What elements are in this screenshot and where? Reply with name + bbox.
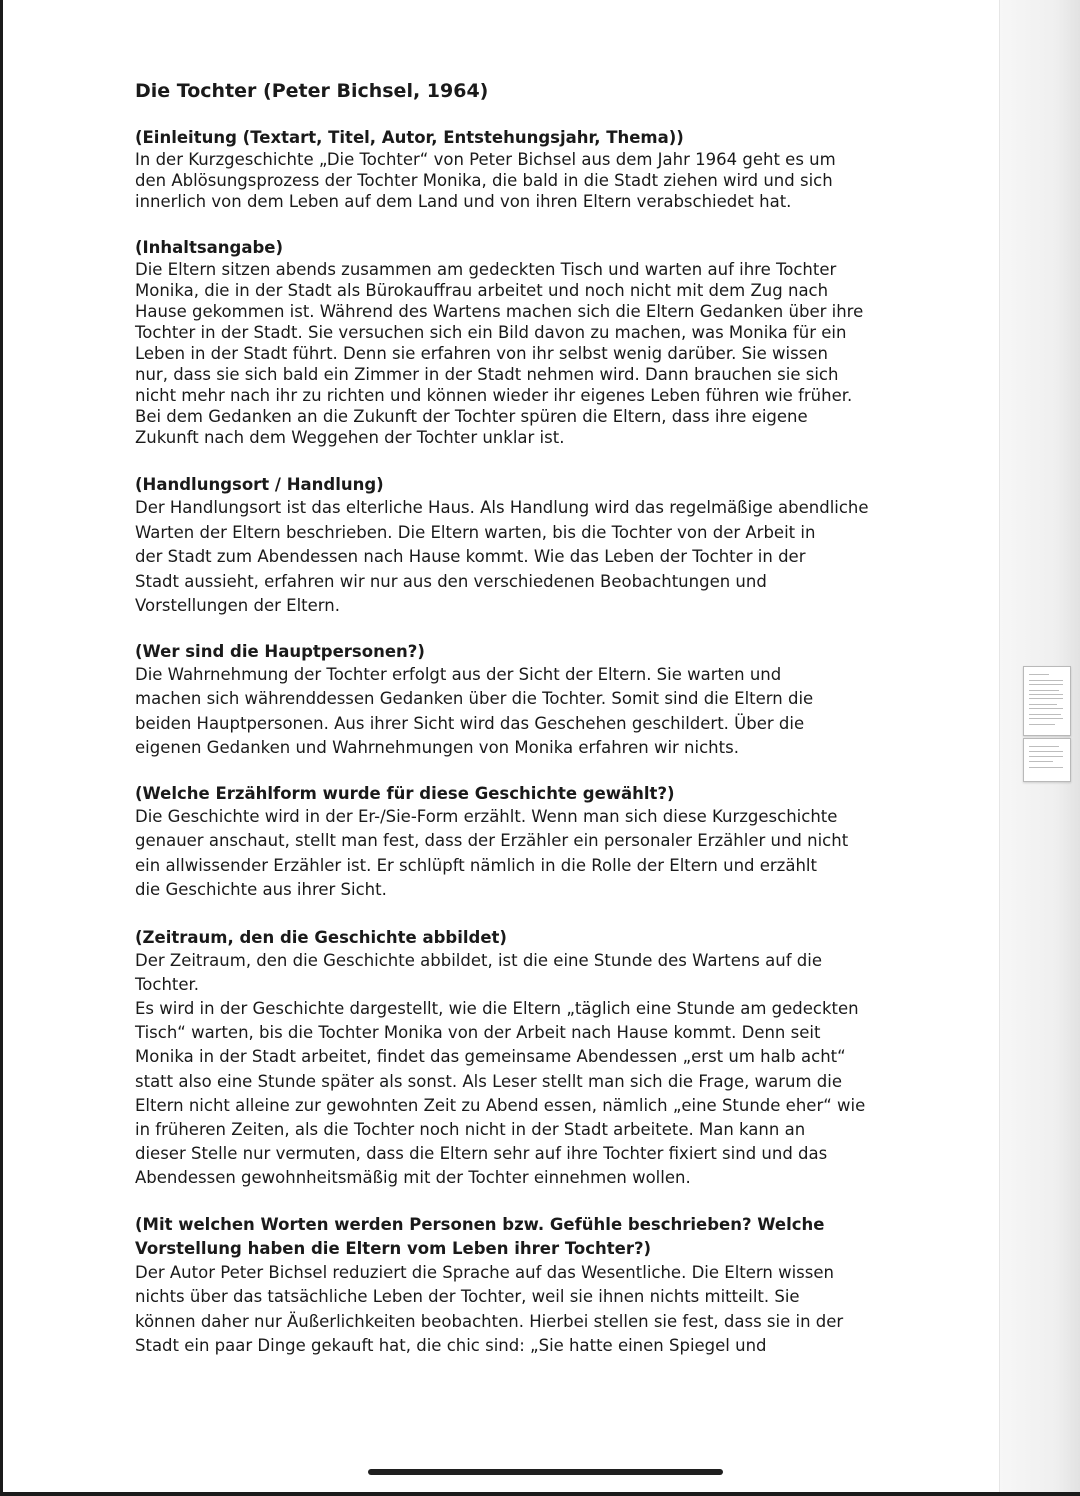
section-text: Der Handlungsort ist das elterliche Haus. Als Handlung wird das regelmäßige abendliche Warten der Eltern beschrieben. Die Eltern warten, bis die Tochter von der Arbeit in der Stadt zum Abendessen nach Hause kommt. Wie das Leben der Tochter in der Stadt aussieht, erfahren wir nur aus den verschiedenen Beobachtungen und Vorstellungen der Eltern. xyxy=(135,498,869,615)
section-setting xyxy=(135,474,965,619)
thumbnail-line xyxy=(1029,704,1057,705)
section-narrative-form xyxy=(135,783,965,903)
home-indicator[interactable] xyxy=(368,1469,723,1475)
thumbnail-line xyxy=(1029,694,1063,695)
thumbnail-line xyxy=(1029,746,1059,747)
section-text: Der Autor Peter Bichsel reduziert die Sprache auf das Wesentliche. Die Eltern wissen nichts über das tatsächliche Leben der Tochter, weil sie ihnen nichts mitteilt. Sie können daher nur Äußerlichkeiten beobachten. Hierbei stellen sie fest, dass sie in der Stadt ein paar Dinge gekauft hat, die chic sind: „Sie hatte einen Spiegel und xyxy=(135,1262,844,1356)
section-language xyxy=(135,1213,965,1359)
page-thumbnail-2[interactable] xyxy=(1023,738,1071,782)
section-heading: (Wer sind die Hauptpersonen?) xyxy=(135,641,425,661)
section-text: Die Geschichte wird in der Er-/Sie-Form erzählt. Wenn man sich diese Kurzgeschichte genauer anschaut, stellt man fest, dass der Erzähler ein personaler Erzähler und nicht ein allwissender Erzähler ist. Er schlüpft nämlich in die Rolle der Eltern und erzählt die Geschichte aus ihrer Sicht. xyxy=(135,806,849,899)
thumbnail-line xyxy=(1029,761,1053,762)
page-thumbnail-1[interactable] xyxy=(1023,666,1071,736)
section-text: Die Eltern sitzen abends zusammen am gedeckten Tisch und warten auf ihre Tochter Monika, die in der Stadt als Bürokauffrau arbeitet und noch nicht mit dem Zug nach Hause gekommen ist. Während des Wartens machen sich die Eltern Gedanken über ihre Tochter in der Stadt. Sie versuchen sich ein Bild davon zu machen, was Monika für ein Leben in der Stadt führt. Denn sie erfahren von ihr selbst wenig darüber. Sie wissen nur, dass sie sich bald ein Zimmer in der Stadt nehmen wird. Dann brauchen sie sich nicht mehr nach ihr zu richten und können wieder ihr eigenes Leben führen wie früher. Bei dem Gedanken an die Zukunft der Tochter spüren die Eltern, dass ihre eigene Zukunft nach dem Weggehen der Tochter unklar ist. xyxy=(135,260,864,447)
page-left-edge xyxy=(0,0,3,1496)
thumbnail-line xyxy=(1029,674,1049,675)
document-title: Die Tochter (Peter Bichsel, 1964) xyxy=(135,80,489,102)
section-heading: (Mit welchen Worten werden Personen bzw. Gefühle beschrieben? Welche Vorstellung haben die Eltern vom Leben ihrer Tochter?) xyxy=(135,1214,825,1258)
section-text: Die Wahrnehmung der Tochter erfolgt aus der Sicht der Eltern. Sie warten und machen sich währenddessen Gedanken über die Tochter. Somit sind die Eltern die beiden Hauptpersonen. Aus ihrer Sicht wird das Geschehen geschildert. Über die eigenen Gedanken und Wahrnehmungen von Monika erfahren wir nichts. xyxy=(135,664,814,757)
thumbnail-line xyxy=(1029,684,1063,685)
section-heading: (Handlungsort / Handlung) xyxy=(135,475,384,494)
section-text: Der Zeitraum, den die Geschichte abbildet, ist die eine Stunde des Wartens auf die Tochter. Es wird in der Geschichte dargestellt, wie die Eltern „täglich eine Stunde am gedeckten Tisch“ warten, bis die Tochter Monika von der Arbeit nach Hause kommt. Denn seit Monika in der Stadt arbeitet, findet das gemeinsame Abendessen „erst um halb acht“ statt also eine Stunde später als sonst. Als Leser stellt man sich die Frage, warum die Eltern nicht alleine zur gewohnten Zeit zu Abend essen, nämlich „eine Stunde eher“ wie in früheren Zeiten, als die Tochter noch nicht in der Stadt arbeitete. Man kann an dieser Stelle nur vermuten, dass die Eltern sehr auf ihre Tochter fixiert sind und das Abendessen gewohnheitsmäßig mit der Tochter einnehmen wollen. xyxy=(135,950,866,1188)
section-main-characters xyxy=(135,641,965,761)
section-text: In der Kurzgeschichte „Die Tochter“ von Peter Bichsel aus dem Jahr 1964 geht es um den Ablösungsprozess der Tochter Monika, die bald in die Stadt ziehen wird und sich innerlich von dem Leben auf dem Land und von ihren Eltern verabschiedet hat. xyxy=(135,150,836,211)
document-content xyxy=(135,78,965,1379)
thumbnail-line xyxy=(1029,756,1063,757)
thumbnail-line xyxy=(1029,714,1061,715)
thumbnail-line xyxy=(1029,767,1063,768)
thumbnail-line xyxy=(1029,680,1063,681)
section-introduction xyxy=(135,127,965,212)
section-heading: (Einleitung (Textart, Titel, Autor, Entstehungsjahr, Thema)) xyxy=(135,128,684,147)
thumbnail-line xyxy=(1029,708,1063,709)
section-time-span xyxy=(135,927,965,1191)
thumbnail-line xyxy=(1029,724,1055,725)
section-summary xyxy=(135,237,965,448)
thumbnail-line xyxy=(1029,698,1063,699)
thumbnail-line xyxy=(1029,690,1059,691)
thumbnail-line xyxy=(1029,751,1063,752)
thumbnail-line xyxy=(1029,718,1063,719)
section-heading: (Welche Erzählform wurde für diese Geschichte gewählt?) xyxy=(135,783,675,803)
section-heading: (Zeitraum, den die Geschichte abbildet) xyxy=(135,927,507,947)
page-bottom-edge xyxy=(0,1492,1080,1496)
section-heading: (Inhaltsangabe) xyxy=(135,238,284,257)
